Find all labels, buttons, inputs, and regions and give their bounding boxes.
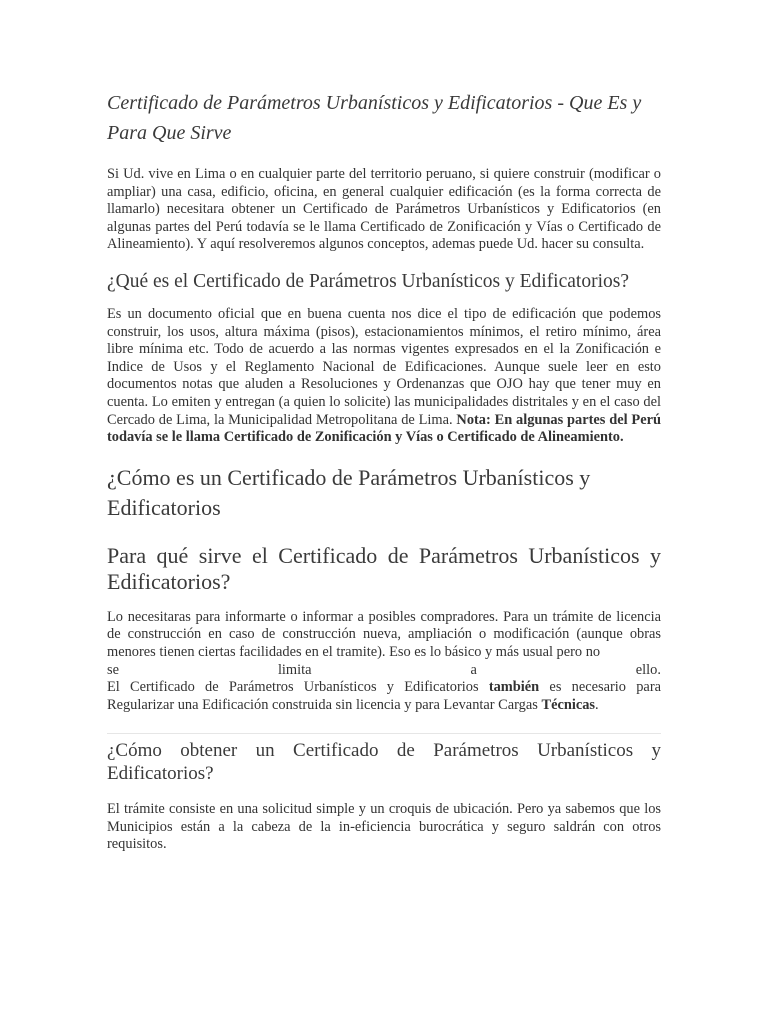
- spread-word-4: ello.: [635, 661, 661, 678]
- spread-word-3: a: [470, 661, 477, 678]
- section-what-is-note: Nota: En algunas partes del Perú todavía se le llama Certificado de Zonificación y Vías o Certificado de Alineamiento.: [107, 411, 661, 446]
- section-heading-how-to-obtain: ¿Cómo obtener un Certificado de Parámetros Urbanísticos y Edificatorios?: [107, 740, 661, 785]
- spread-word-2: limita: [277, 661, 312, 678]
- continuation-bold-tambien: también: [488, 679, 540, 696]
- section-what-for-body: [107, 609, 661, 715]
- section-what-is-body: [107, 306, 661, 447]
- spread-word-1: se: [107, 661, 119, 678]
- intro-paragraph: Si Ud. vive en Lima o en cualquier parte del territorio peruano, si quiere construir (modificar o ampliar) una casa, edificio, oficina, en general cualquier edificación (es la forma correcta de llamarlo) necesitara obtener un Certificado de Parámetros Urbanísticos y Edificatorios (en algunas partes del Perú todavía se le llama Certificado de Zonificación y Vías o Certificado de Alineamiento). Y aquí resolveremos algunos conceptos, ademas puede Ud. hacer su consulta.: [107, 166, 661, 253]
- continuation-start: El Certificado de Parámetros Urbanísticos y Edificatorios: [107, 679, 489, 696]
- section-heading-what-for: Para qué sirve el Certificado de Parámetros Urbanísticos y Edificatorios?: [107, 542, 661, 594]
- section-what-for-text: Lo necesitaras para informarte o informar a posibles compradores. Para un trámite de licencia de construcción en caso de construcción nueva, ampliación o modificación (aunque obras menores tienen ciertas facilidades en el tramite). Eso es lo básico y más usual pero no: [107, 608, 661, 660]
- section-heading-how-is: ¿Cómo es un Certificado de Parámetros Urbanísticos y Edificatorios: [107, 464, 591, 520]
- continuation-middle: es necesario para Regularizar una Edificación construida sin licencia y para Levantar Cargas: [107, 679, 661, 713]
- section-what-is-text: Es un documento oficial que en buena cuenta nos dice el tipo de edificación que podemos construir, los usos, altura máxima (pisos), estacionamientos mínimos, el retiro mínimo, área libre mínima etc. Todo de acuerdo a las normas vigentes expresados en el la Zonificación e Indice de Usos y el Reglamento Nacional de Edificaciones. Aunque suele leer en esto documentos notas que aluden a Resoluciones y Ordenanzas que OJO hay que tener muy en cuenta. Lo emiten y entregan (a quien lo solicite) las municipalidades distritales y en el caso del Cercado de Lima, la Municipalidad Metropolitana de Lima.: [107, 305, 661, 428]
- section-what-for-spread-line: [107, 662, 661, 680]
- section-what-for-continuation: [107, 679, 661, 714]
- document-title: Certificado de Parámetros Urbanísticos y Edificatorios - Que Es y Para Que Sirve: [107, 92, 642, 144]
- continuation-period: .: [595, 696, 599, 713]
- continuation-bold-tecnicas: Técnicas: [541, 696, 596, 713]
- section-how-to-obtain-body: El trámite consiste en una solicitud simple y un croquis de ubicación. Pero ya sabemos que los Municipios están a la cabeza de la in-eficiencia burocrática y seguro saldrán con otros requisitos.: [107, 801, 661, 853]
- section-heading-what-is: ¿Qué es el Certificado de Parámetros Urbanísticos y Edificatorios?: [107, 270, 629, 292]
- section-divider: [107, 733, 661, 734]
- article-body: [107, 88, 661, 854]
